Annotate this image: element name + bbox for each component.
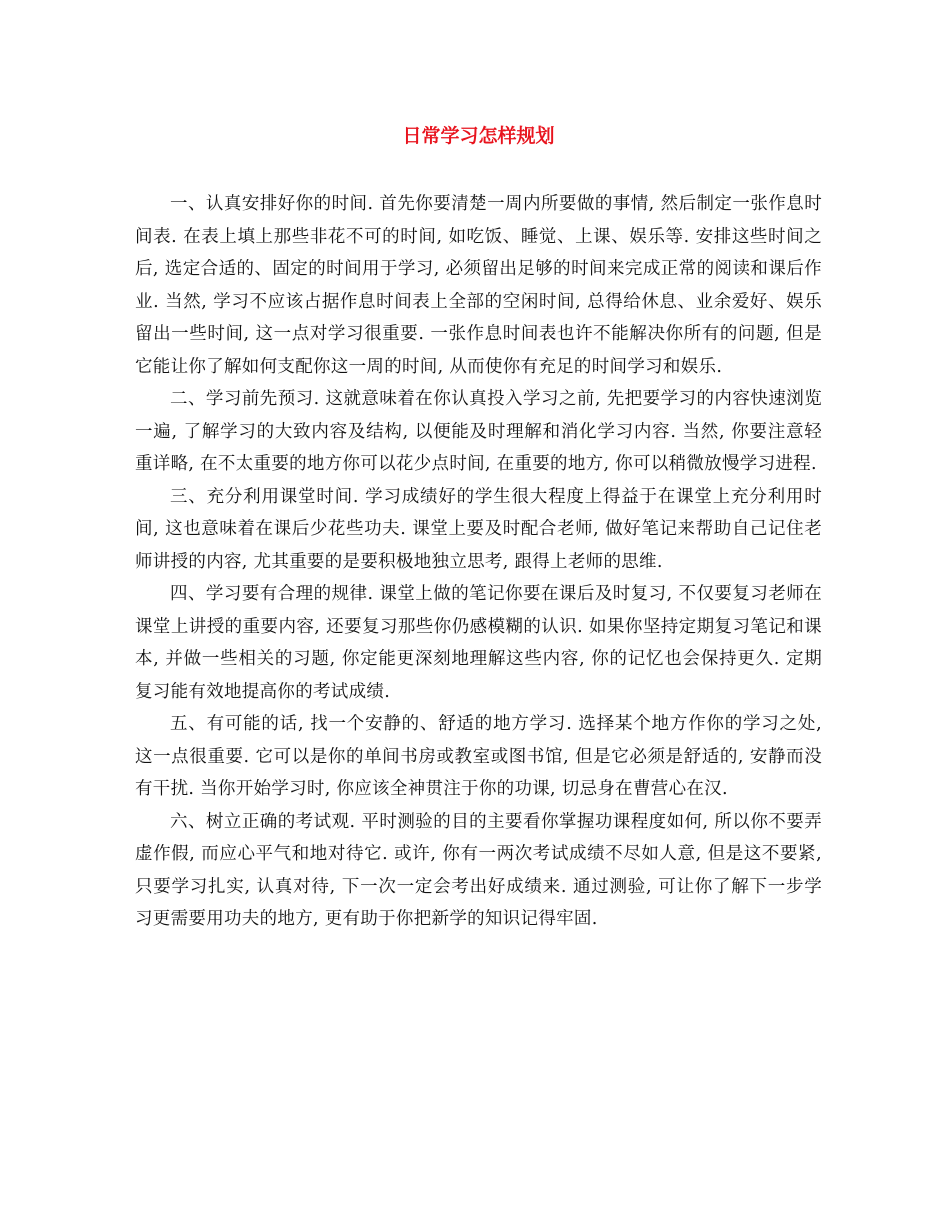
paragraph-1: 一、认真安排好你的时间. 首先你要清楚一周内所要做的事情, 然后制定一张作息时间表. 在表上填上那些非花不可的时间, 如吃饭、睡觉、上课、娱乐等. 安排这些时间之后, 选定合适的、固定的时间用于学习, 必须留出足够的时间来完成正常的阅读和课后作业. 当然, 学习不应该占据作息时间表上全部的空闲时间, 总得给休息、业余爱好、娱乐留出一些时间, 这一点对学习很重要. 一张作息时间表也许不能解决你所有的问题, 但是它能让你了解如何支配你这一周的时间, 从而使你有充足的时间学习和娱乐.: [135, 194, 822, 377]
paragraph-6: 六、树立正确的考试观. 平时测验的目的主要看你掌握功课程度如何, 所以你不要弄虚作假, 而应心平气和地对待它. 或许, 你有一两次考试成绩不尽如人意, 但是这不要紧, 只要学习扎实, 认真对待, 下一次一定会考出好成绩来. 通过测验, 可让你了解下一步学习更需要用功夫的地方, 更有助于你把新学的知识记得牢固.: [135, 811, 822, 929]
paragraph-4: 四、学习要有合理的规律. 课堂上做的笔记你要在课后及时复习, 不仅要复习老师在课堂上讲授的重要内容, 还要复习那些你仍感模糊的认识. 如果你坚持定期复习笔记和课本, 并做一些相关的习题, 你定能更深刻地理解这些内容, 你的记忆也会保持更久. 定期复习能有效地提高你的考试成绩.: [135, 584, 822, 702]
paragraph-2: 二、学习前先预习. 这就意味着在你认真投入学习之前, 先把要学习的内容快速浏览一遍, 了解学习的大致内容及结构, 以便能及时理解和消化学习内容. 当然, 你要注意轻重详略, 在不太重要的地方你可以花少点时间, 在重要的地方, 你可以稍微放慢学习进程.: [135, 389, 822, 474]
document-title: 日常学习怎样规划: [402, 125, 555, 147]
paragraph-3: 三、充分利用课堂时间. 学习成绩好的学生很大程度上得益于在课堂上充分利用时间, 这也意味着在课后少花些功夫. 课堂上要及时配合老师, 做好笔记来帮助自己记住老师讲授的内容, 尤其重要的是要积极地独立思考, 跟得上老师的思维.: [135, 486, 822, 572]
paragraph-5: 五、有可能的话, 找一个安静的、舒适的地方学习. 选择某个地方作你的学习之处, 这一点很重要. 它可以是你的单间书房或教室或图书馆, 但是它必须是舒适的, 安静而没有干扰. 当你开始学习时, 你应该全神贯注于你的功课, 切忌身在曹营心在汉.: [135, 714, 822, 799]
